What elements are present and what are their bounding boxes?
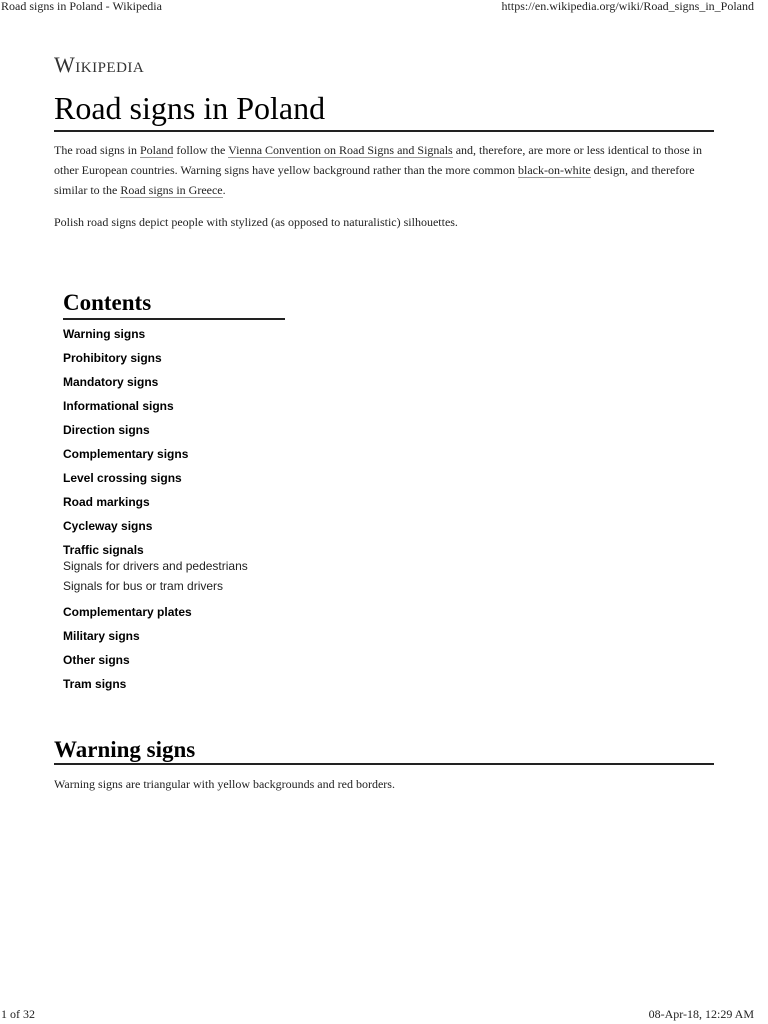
toc-item-mandatory-signs[interactable]: Mandatory signs [63, 375, 159, 389]
print-footer-page-number: 1 of 32 [1, 1007, 35, 1021]
toc-item-complementary-signs[interactable]: Complementary signs [63, 447, 189, 461]
intro-text-5: . [222, 183, 226, 197]
silhouettes-paragraph: Polish road signs depict people with stylized (as opposed to naturalistic) silhouettes. [54, 215, 458, 229]
toc-item-warning-signs[interactable]: Warning signs [63, 327, 146, 341]
toc-item-traffic-signals[interactable]: Traffic signals [63, 543, 144, 557]
print-header-url: https://en.wikipedia.org/wiki/Road_signs_in_Poland [501, 0, 754, 13]
toc-subitem-signals-bus-tram[interactable]: Signals for bus or tram drivers [63, 579, 224, 593]
toc-item-road-markings[interactable]: Road markings [63, 495, 150, 509]
toc-sublist-traffic-signals [63, 558, 285, 598]
link-road-signs-greece[interactable]: Road signs in Greece [120, 183, 223, 197]
link-poland[interactable]: Poland [140, 143, 174, 157]
intro-paragraph [54, 140, 714, 200]
toc-item-prohibitory-signs[interactable]: Prohibitory signs [63, 351, 162, 365]
article-intro [54, 140, 714, 232]
toc-item-traffic-signals-group [63, 542, 285, 598]
table-of-contents [63, 290, 285, 700]
toc-item-level-crossing-signs[interactable]: Level crossing signs [63, 471, 182, 485]
intro-text-2: follow the [173, 143, 229, 157]
wikipedia-wordmark[interactable]: Wikipedia [54, 52, 145, 77]
toc-item-complementary-plates[interactable]: Complementary plates [63, 605, 192, 619]
link-vienna-convention[interactable]: Vienna Convention on Road Signs and Signals [228, 143, 453, 157]
toc-item-informational-signs[interactable]: Informational signs [63, 399, 174, 413]
intro-text-4: design, and therefore similar to the [54, 163, 695, 197]
section-text-warning-signs: Warning signs are triangular with yellow backgrounds and red borders. [54, 777, 395, 791]
link-black-on-white[interactable]: black-on-white [518, 163, 591, 177]
intro-text-1: The road signs in [54, 143, 140, 157]
print-header-title: Road signs in Poland - Wikipedia [1, 0, 162, 13]
toc-title: Contents [63, 290, 285, 320]
toc-item-direction-signs[interactable]: Direction signs [63, 423, 150, 437]
toc-list [63, 326, 285, 700]
toc-item-tram-signs[interactable]: Tram signs [63, 677, 127, 691]
intro-text-3: and, therefore, are more or less identical to those in other European countries. Warning signs have yellow background rather than the more common [54, 143, 702, 177]
toc-subitem-signals-drivers-pedestrians[interactable]: Signals for drivers and pedestrians [63, 559, 248, 573]
section-heading-warning-signs: Warning signs [54, 737, 714, 765]
toc-item-military-signs[interactable]: Military signs [63, 629, 140, 643]
page-title: Road signs in Poland [54, 90, 714, 132]
toc-item-cycleway-signs[interactable]: Cycleway signs [63, 519, 153, 533]
toc-item-other-signs[interactable]: Other signs [63, 653, 130, 667]
print-footer-date: 08-Apr-18, 12:29 AM [648, 1007, 754, 1021]
